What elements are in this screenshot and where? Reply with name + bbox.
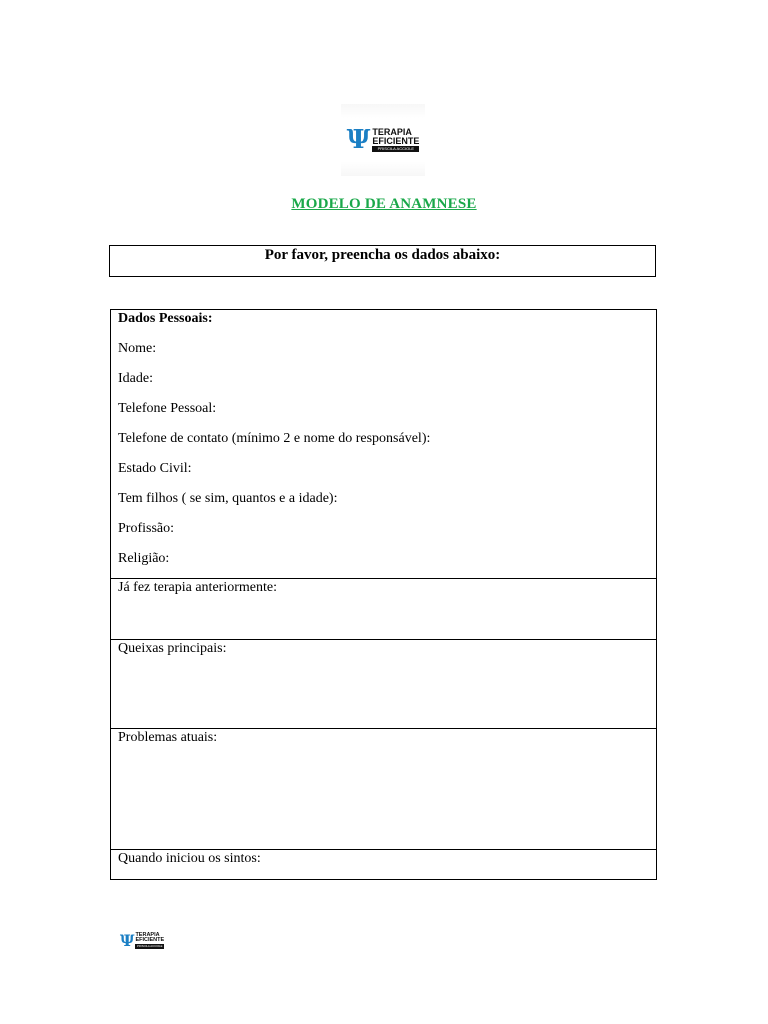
children-field-label: Tem filhos ( se sim, quantos e a idade):	[118, 491, 338, 506]
main-complaints-label: Queixas principais:	[118, 641, 227, 656]
current-problems-label: Problemas atuais:	[118, 730, 218, 745]
marital-status-field-label: Estado Civil:	[118, 461, 192, 476]
personal-data-heading: Dados Pessoais:	[118, 311, 213, 326]
footer-logo-line-2: EFICIENTE	[135, 937, 165, 944]
symptom-onset-section[interactable]	[111, 849, 656, 879]
previous-therapy-label: Já fez terapia anteriormente:	[118, 580, 277, 595]
name-field-label: Nome:	[118, 341, 157, 356]
logo-wordmark	[372, 128, 419, 152]
logo-tagline: PRISCILA ACCIOLE	[372, 146, 419, 152]
logo-line-1: TERAPIA	[372, 127, 412, 138]
main-complaints-section[interactable]	[111, 639, 656, 728]
symptom-onset-label: Quando iniciou os sintos:	[118, 851, 261, 866]
previous-therapy-section[interactable]	[111, 578, 656, 639]
footer-logo-tagline: PRISCILA ACCIOLE	[137, 944, 163, 949]
contact-phone-field-label: Telefone de contato (mínimo 2 e nome do responsável):	[118, 431, 431, 446]
footer-logo	[114, 922, 170, 960]
footer-psi-icon: Ψ	[119, 931, 135, 950]
footer-logo-wordmark	[135, 933, 164, 949]
anamnesis-form	[110, 309, 657, 880]
logo-line-2: EFICIENTE	[372, 135, 420, 146]
footer-logo-line-1: TERAPIA	[135, 931, 160, 938]
document-title: MODELO DE ANAMNESE	[291, 196, 477, 212]
instruction-box	[109, 245, 656, 277]
religion-field-label: Religião:	[118, 551, 170, 566]
profession-field-label: Profissão:	[118, 521, 174, 536]
personal-data-section[interactable]	[111, 310, 656, 578]
personal-phone-field-label: Telefone Pessoal:	[118, 401, 217, 416]
brand-logo	[341, 104, 425, 176]
age-field-label: Idade:	[118, 371, 153, 386]
psi-icon: Ψ	[346, 125, 371, 155]
current-problems-section[interactable]	[111, 728, 656, 849]
instruction-text: Por favor, preencha os dados abaixo:	[264, 247, 501, 263]
